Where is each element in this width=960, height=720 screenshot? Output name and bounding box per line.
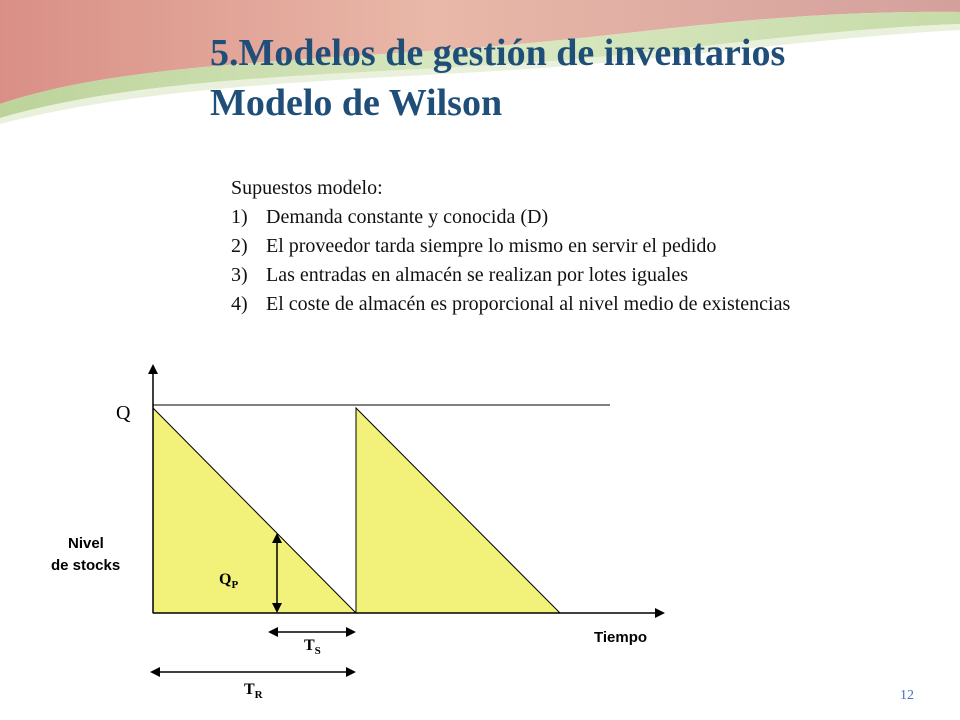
y-axis-label-line2: de stocks — [51, 557, 121, 574]
q-label: Q — [116, 402, 131, 424]
qp-label — [219, 571, 238, 591]
assumptions-heading: Supuestos modelo: — [231, 177, 383, 199]
assumption-number: 4) — [231, 293, 248, 315]
stock-triangle-1 — [153, 408, 356, 613]
page-number: 12 — [900, 688, 914, 703]
ts-label — [304, 637, 321, 657]
ts-sub: S — [314, 645, 321, 658]
qp-base: Q — [219, 571, 232, 588]
assumption-number: 1) — [231, 206, 248, 228]
x-axis-label: Tiempo — [594, 629, 648, 646]
assumption-text: El coste de almacén es proporcional al nivel medio de existencias — [266, 293, 791, 315]
stock-triangle-2 — [356, 408, 560, 613]
assumption-text: El proveedor tarda siempre lo mismo en servir el pedido — [266, 235, 717, 257]
qp-sub: P — [231, 579, 239, 592]
assumption-text: Demanda constante y conocida (D) — [266, 206, 549, 228]
assumption-number: 3) — [231, 264, 248, 286]
slide-title: 5.Modelos de gestión de inventarios — [210, 32, 786, 74]
slide-subtitle: Modelo de Wilson — [210, 82, 503, 124]
assumption-number: 2) — [231, 235, 248, 257]
tr-label — [244, 681, 263, 701]
tr-base: T — [244, 681, 255, 698]
ts-base: T — [304, 637, 315, 654]
tr-sub: R — [254, 689, 263, 702]
assumption-text: Las entradas en almacén se realizan por lotes iguales — [266, 264, 689, 286]
y-axis-label-line1: Nivel — [68, 535, 104, 552]
